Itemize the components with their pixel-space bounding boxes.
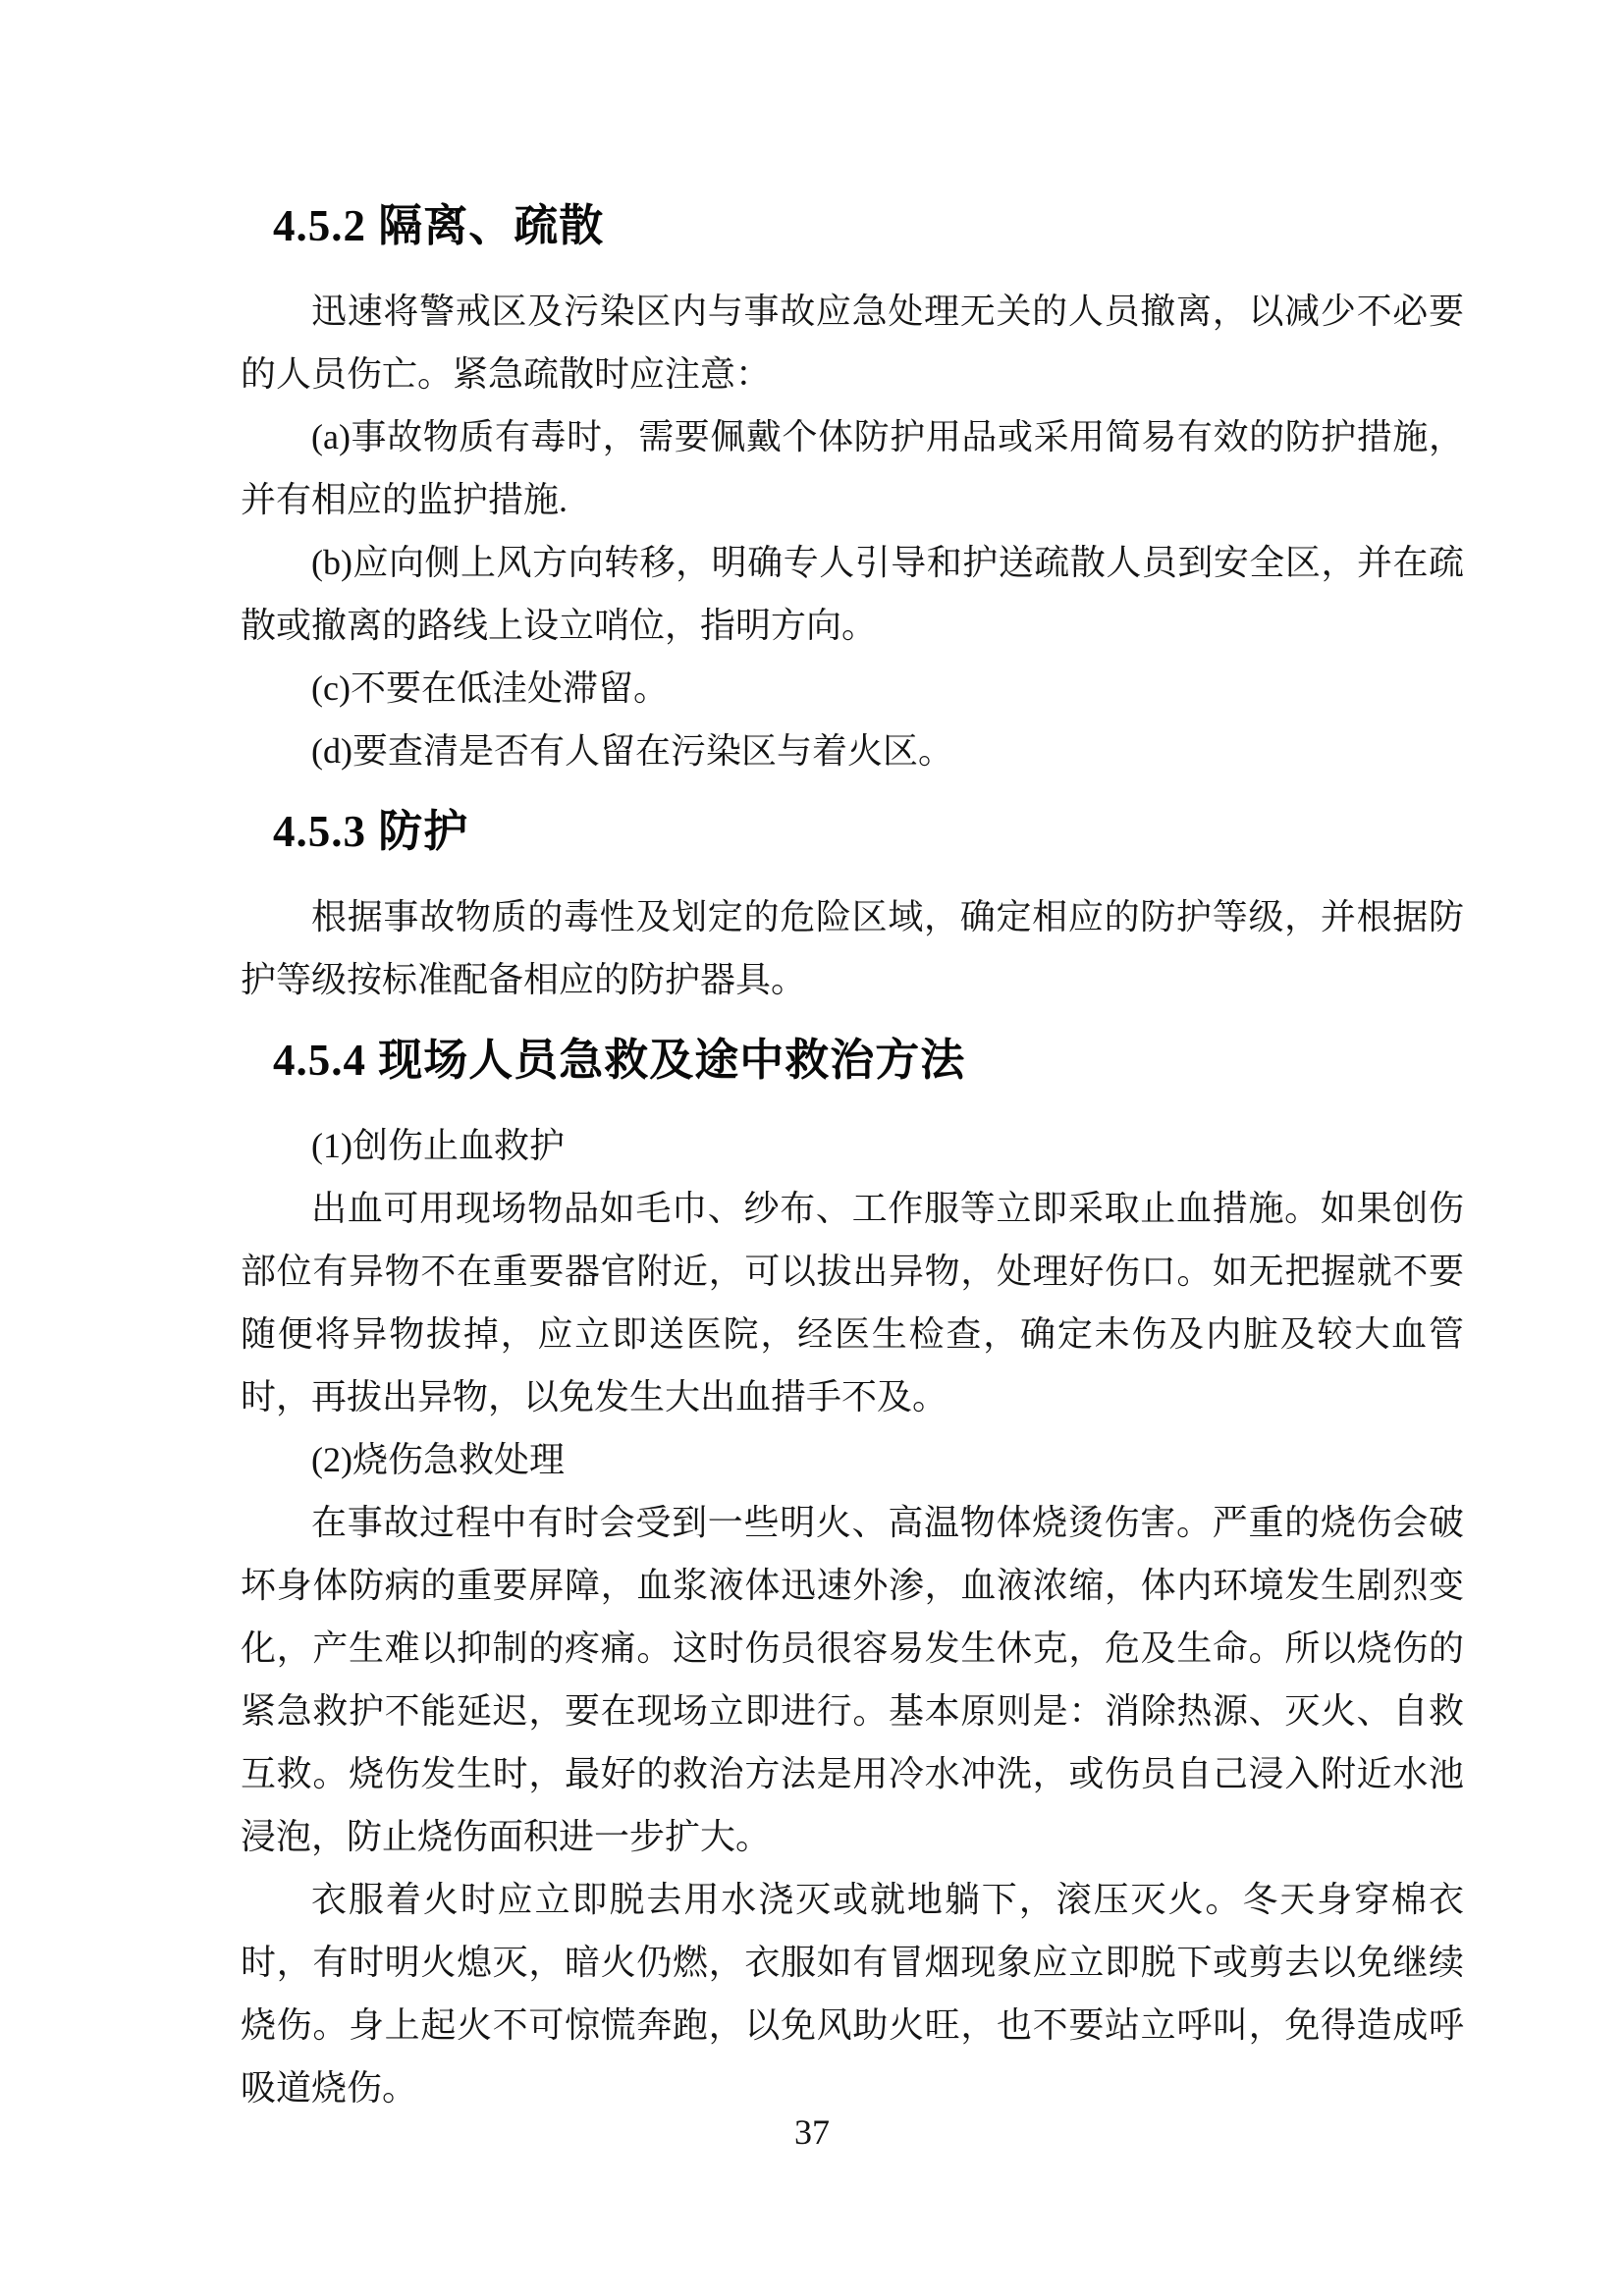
para-evacuation-intro: 迅速将警戒区及污染区内与事故应急处理无关的人员撤离，以减少不必要的人员伤亡。紧急疏散时应注意：	[241, 292, 1464, 394]
heading-4-5-2: 4.5.2 隔离、疏散	[273, 201, 605, 250]
heading-4-5-3: 4.5.3 防护	[273, 807, 469, 856]
para-item-d: (d)要查清是否有人留在污染区与着火区。	[311, 731, 953, 771]
para-first-aid-subtitle: (1)创伤止血救护	[311, 1126, 565, 1165]
para-burn-subtitle: (2)烧伤急救处理	[311, 1440, 565, 1479]
para-bleeding-treatment: 出血可用现场物品如毛巾、纱布、工作服等立即采取止血措施。如果创伤部位有异物不在重要器官附近，可以拔出异物，处理好伤口。如无把握就不要随便将异物拔掉，应立即送医院，经医生检查，确定未伤及内脏及较大血管时，再拔出异物，以免发生大出血措手不及。	[241, 1189, 1464, 1416]
page-number: 37	[794, 2112, 830, 2152]
para-item-a: (a)事故物质有毒时，需要佩戴个体防护用品或采用简易有效的防护措施，并有相应的监护措施.	[241, 417, 1464, 519]
heading-4-5-4: 4.5.4 现场人员急救及途中救治方法	[273, 1036, 966, 1085]
para-clothes-fire: 衣服着火时应立即脱去用水浇灭或就地躺下，滚压灭火。冬天身穿棉衣时，有时明火熄灭，暗火仍燃，衣服如有冒烟现象应立即脱下或剪去以免继续烧伤。身上起火不可惊慌奔跑，以免风助火旺，也不要站立呼叫，免得造成呼吸道烧伤。	[241, 1880, 1464, 2108]
para-burn-treatment: 在事故过程中有时会受到一些明火、高温物体烧烫伤害。严重的烧伤会破坏身体防病的重要屏障，血浆液体迅速外渗，血液浓缩，体内环境发生剧烈变化，产生难以抑制的疼痛。这时伤员很容易发生休克，危及生命。所以烧伤的紧急救护不能延迟，要在现场立即进行。基本原则是：消除热源、灭火、自救互救。烧伤发生时，最好的救治方法是用冷水冲洗，或伤员自己浸入附近水池浸泡，防止烧伤面积进一步扩大。	[241, 1503, 1464, 1856]
para-item-c: (c)不要在低洼处滞留。	[311, 668, 669, 708]
page-content	[241, 0, 1464, 2119]
para-protection: 根据事故物质的毒性及划定的危险区域，确定相应的防护等级，并根据防护等级按标准配备相应的防护器具。	[241, 897, 1464, 999]
para-item-b: (b)应向侧上风方向转移，明确专人引导和护送疏散人员到安全区，并在疏散或撤离的路线上设立哨位，指明方向。	[241, 543, 1464, 645]
